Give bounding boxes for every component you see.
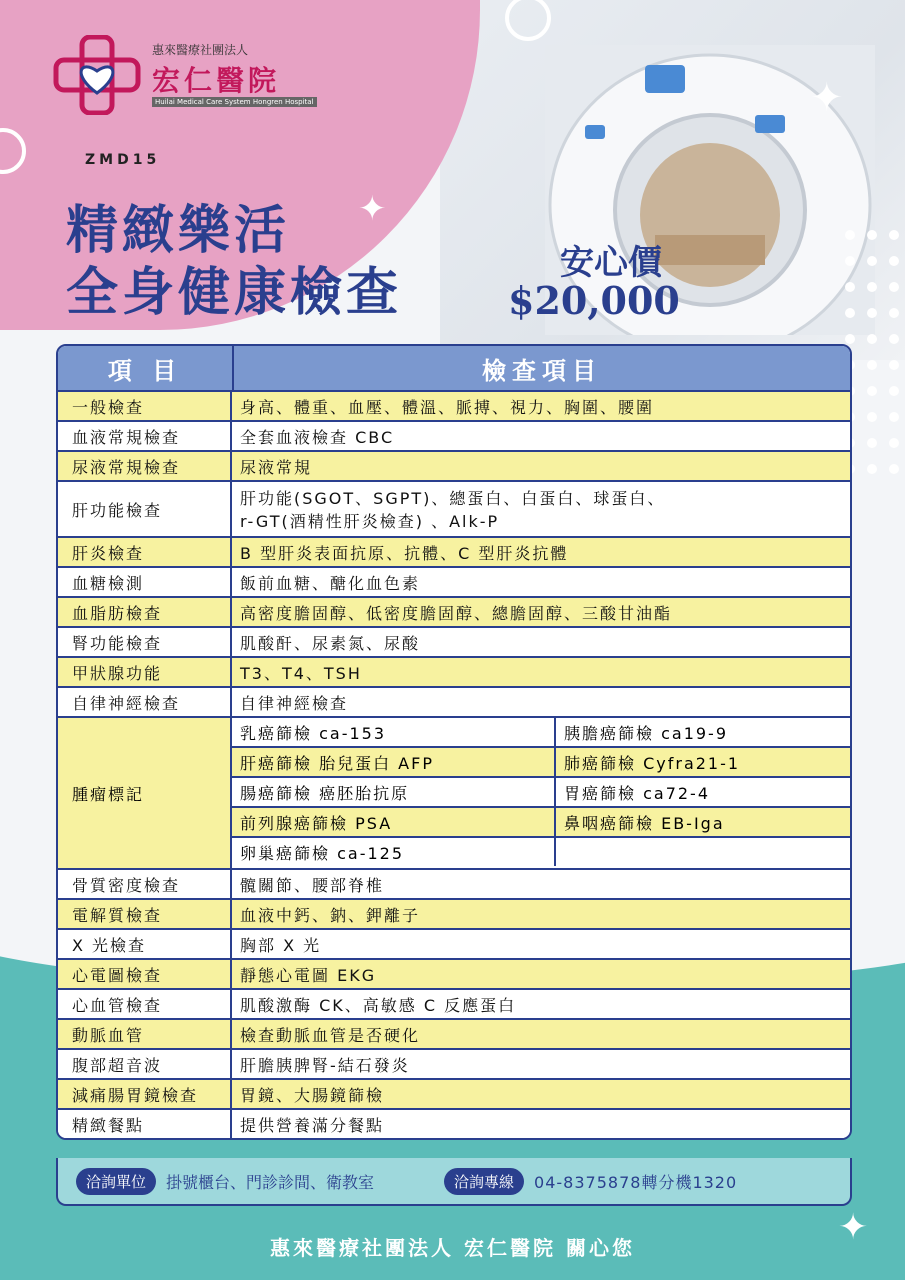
- row-detail: 身高、體重、血壓、體溫、脈搏、視力、胸圍、腰圍: [240, 397, 655, 417]
- row-item: 尿液常規檢查: [58, 452, 232, 480]
- row-detail: 肝膽胰脾腎-結石發炎: [240, 1055, 410, 1075]
- tumor-cell: [556, 838, 850, 866]
- table-row: [58, 420, 850, 450]
- table-row: [58, 898, 850, 928]
- row-item: 電解質檢查: [58, 900, 232, 928]
- tumor-row: [232, 746, 850, 776]
- row-item: X 光檢查: [58, 930, 232, 958]
- row-detail: 高密度膽固醇、低密度膽固醇、總膽固醇、三酸甘油酯: [240, 603, 673, 623]
- table-row: [58, 988, 850, 1018]
- footer-slogan: 惠來醫療社團法人 宏仁醫院 關心您: [270, 1236, 635, 1260]
- table-row: [58, 1048, 850, 1078]
- tumor-cell: 前列腺癌篩檢 PSA: [232, 808, 556, 836]
- hospital-english-name: Huilai Medical Care System Hongren Hospital: [152, 97, 317, 107]
- row-item: 血脂肪檢查: [58, 598, 232, 626]
- row-detail: 飯前血糖、醣化血色素: [240, 573, 421, 593]
- column-header-item: 項 目: [58, 346, 234, 390]
- table-row: [58, 566, 850, 596]
- table-row: [58, 536, 850, 566]
- row-item: 自律神經檢查: [58, 688, 232, 716]
- row-detail: 自律神經檢查: [240, 693, 349, 713]
- row-item: 動脈血管: [58, 1020, 232, 1048]
- hospital-logo: [52, 35, 322, 115]
- table-row: [58, 450, 850, 480]
- row-detail: 肝功能(SGOT、SGPT)、總蛋白、白蛋白、球蛋白、: [240, 489, 666, 508]
- price-label: 安心價: [560, 243, 662, 283]
- checkup-table: [56, 344, 852, 1140]
- table-header: [58, 346, 850, 390]
- table-row: [58, 868, 850, 898]
- row-item: 骨質密度檢查: [58, 870, 232, 898]
- row-detail-line2: r-GT(酒精性肝炎檢查) 、Alk-P: [240, 512, 500, 531]
- contact-phone-value: 04-8375878轉分機1320: [534, 1172, 738, 1192]
- row-item: 血液常規檢查: [58, 422, 232, 450]
- row-item: 一般檢查: [58, 392, 232, 420]
- tumor-cell: 乳癌篩檢 ca-153: [232, 718, 556, 746]
- tumor-row: [232, 718, 850, 746]
- contact-bar: [56, 1158, 852, 1206]
- row-item: 肝功能檢查: [58, 482, 232, 536]
- row-item: 精緻餐點: [58, 1110, 232, 1138]
- sparkle-icon: ✦: [838, 1207, 869, 1248]
- row-detail: 靜態心電圖 EKG: [240, 965, 377, 985]
- tumor-row: [232, 806, 850, 836]
- row-item: 腫瘤標記: [58, 718, 232, 868]
- row-detail: 胃鏡、大腸鏡篩檢: [240, 1085, 385, 1105]
- row-detail: 提供營養滿分餐點: [240, 1115, 385, 1135]
- row-detail: 尿液常規: [240, 457, 313, 477]
- cross-heart-icon: [52, 35, 142, 115]
- table-row: [58, 1018, 850, 1048]
- row-detail: 檢查動脈血管是否硬化: [240, 1025, 421, 1045]
- contact-unit-value: 掛號櫃台、門診診間、衛教室: [166, 1172, 375, 1192]
- tumor-marker-section: [58, 716, 850, 868]
- price-value: $20,000: [508, 278, 680, 323]
- title-line-2: 全身健康檢查: [66, 262, 403, 323]
- tumor-cell: 肝癌篩檢 胎兒蛋白 AFP: [232, 748, 556, 776]
- row-detail: 血液中鈣、鈉、鉀離子: [240, 905, 421, 925]
- dot-pattern: [845, 230, 905, 490]
- row-item: 肝炎檢查: [58, 538, 232, 566]
- row-detail: B 型肝炎表面抗原、抗體、C 型肝炎抗體: [240, 543, 569, 563]
- tumor-row: [232, 836, 850, 866]
- contact-phone-label: 洽詢專線: [444, 1168, 524, 1195]
- tumor-cell: 胃癌篩檢 ca72-4: [564, 783, 711, 803]
- tumor-cell: 肺癌篩檢 Cyfra21-1: [564, 753, 741, 773]
- tumor-cell: 胰膽癌篩檢 ca19-9: [564, 723, 729, 743]
- row-detail: 肌酸激酶 CK、高敏感 C 反應蛋白: [240, 995, 517, 1015]
- tumor-cell: 腸癌篩檢 癌胚胎抗原: [232, 778, 556, 806]
- row-detail: 全套血液檢查 CBC: [240, 427, 395, 447]
- table-row: [58, 656, 850, 686]
- hospital-name: 宏仁醫院: [152, 64, 281, 97]
- table-row: [58, 626, 850, 656]
- table-row: [58, 596, 850, 626]
- org-name: 惠來醫療社團法人: [152, 43, 249, 57]
- row-item: 心血管檢查: [58, 990, 232, 1018]
- table-row: [58, 1108, 850, 1138]
- table-row: [58, 958, 850, 988]
- row-detail: 胸部 X 光: [240, 935, 322, 955]
- sparkle-icon: ✦: [810, 75, 844, 121]
- row-item: 腎功能檢查: [58, 628, 232, 656]
- row-detail: 髖關節、腰部脊椎: [240, 875, 385, 895]
- column-header-detail: 檢查項目: [482, 356, 602, 385]
- row-item: 甲狀腺功能: [58, 658, 232, 686]
- title-line-1: 精緻樂活: [66, 200, 291, 261]
- table-row: [58, 1078, 850, 1108]
- row-item: 血糖檢測: [58, 568, 232, 596]
- tumor-cell: 卵巢癌篩檢 ca-125: [232, 838, 556, 866]
- tumor-cell: 鼻咽癌篩檢 EB-Iga: [564, 813, 725, 833]
- row-item: 腹部超音波: [58, 1050, 232, 1078]
- sparkle-icon: ✦: [358, 189, 387, 229]
- row-detail: T3、T4、TSH: [240, 663, 362, 683]
- table-row: [58, 686, 850, 716]
- row-item: 心電圖檢查: [58, 960, 232, 988]
- table-row: [58, 390, 850, 420]
- package-code: ZMD15: [85, 152, 161, 168]
- row-detail: 肌酸酐、尿素氮、尿酸: [240, 633, 421, 653]
- contact-unit-label: 洽詢單位: [76, 1168, 156, 1195]
- table-row: [58, 480, 850, 536]
- tumor-row: [232, 776, 850, 806]
- table-row: [58, 928, 850, 958]
- row-item: 減痛腸胃鏡檢查: [58, 1080, 232, 1108]
